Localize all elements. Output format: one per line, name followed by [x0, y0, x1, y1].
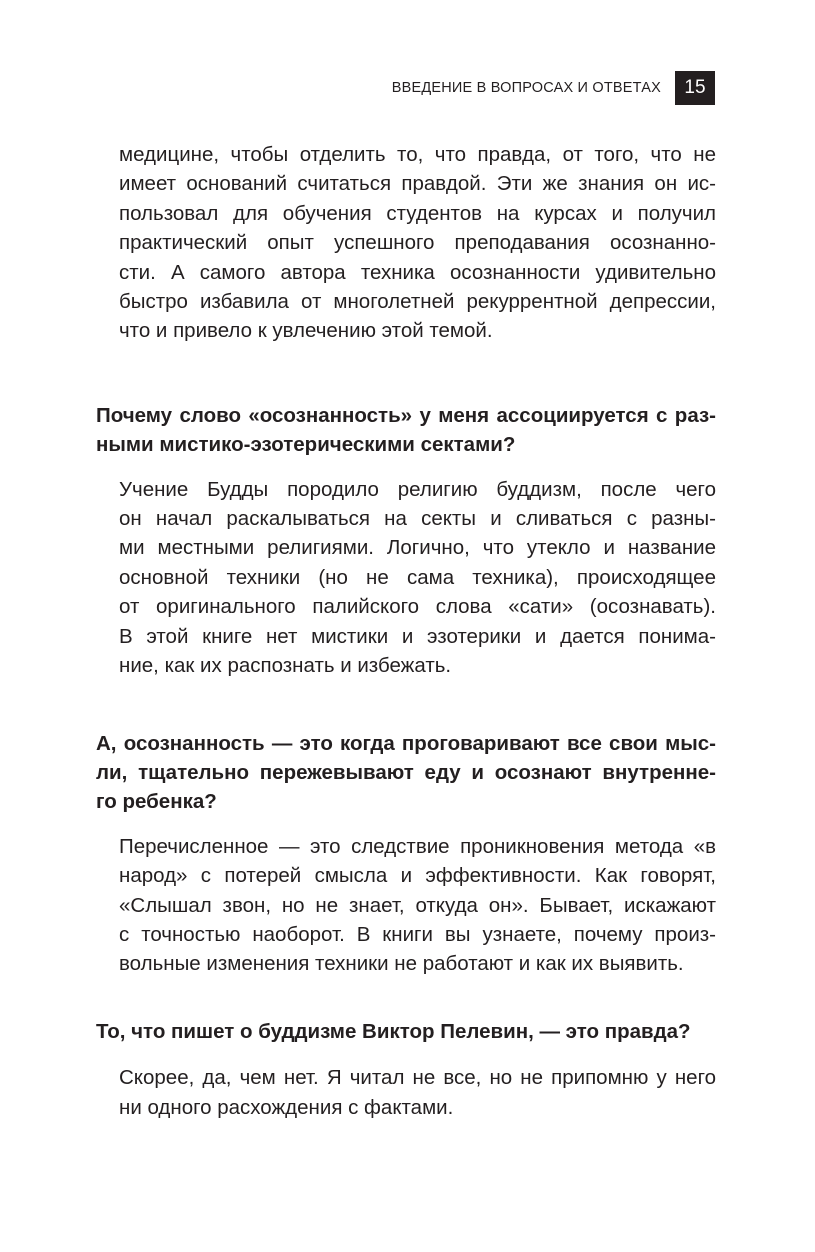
text-line: медицине, чтобы отделить то, что правда, от того, что не	[119, 143, 716, 166]
text-line: ми местными религиями. Логично, что утекло и название	[119, 536, 716, 560]
answer-paragraph	[96, 1063, 716, 1122]
answer-paragraph	[96, 475, 716, 681]
question-heading	[96, 1017, 716, 1046]
page-number: 15	[675, 71, 715, 105]
text-line: Скорее, да, чем нет. Я читал не все, но не припомню у него	[119, 1066, 716, 1090]
text-line: То, что пишет о буддизме Виктор Пелевин, — это правда?	[96, 1019, 691, 1043]
text-line: вольные изменения техники не работают и как их выявить.	[119, 952, 684, 976]
text-line: быстро избавила от многолетней рекуррентной депрессии,	[119, 290, 716, 314]
text-line: имеет оснований считаться правдой. Эти же знания он ис-	[119, 172, 716, 196]
text-line: от оригинального палийского слова «сати» (осознавать).	[119, 595, 716, 619]
text-line: пользовал для обучения студентов на курсах и получил	[119, 201, 716, 225]
text-line: Учение Будды породило религию буддизм, после чего	[119, 477, 716, 501]
text-line: «Слышал звон, но не знает, откуда он». Бывает, искажают	[119, 893, 716, 917]
running-title: ВВЕДЕНИЕ В ВОПРОСАХ И ОТВЕТАХ	[391, 80, 661, 96]
text-line: го ребенка?	[96, 790, 217, 814]
intro-paragraph	[96, 140, 716, 346]
text-line: ние, как их распознать и избежать.	[119, 654, 452, 678]
running-head	[392, 71, 715, 105]
text-line: ни одного расхождения с фактами.	[119, 1095, 454, 1119]
question-heading	[96, 729, 716, 817]
text-line: Почему слово «осознанность» у меня ассоциируется с раз-	[96, 403, 716, 427]
page-body	[96, 140, 716, 1122]
text-line: основной техники (но не сама техника), происходящее	[119, 565, 716, 589]
text-line: Перечисленное — это следствие проникновения метода «в	[119, 834, 716, 858]
text-line: сти. А самого автора техника осознанности удивительно	[119, 260, 716, 284]
text-line: А, осознанность — это когда проговаривают все свои мыс-	[96, 731, 716, 755]
answer-paragraph	[96, 832, 716, 979]
text-line: что и привело к увлечению этой темой.	[119, 319, 493, 343]
text-line: народ» с потерей смысла и эффективности. Как говорят,	[119, 864, 716, 888]
text-line: В этой книге нет мистики и эзотерики и дается понима-	[119, 624, 716, 648]
question-heading	[96, 401, 716, 460]
text-line: ными мистико-эзотерическими сектами?	[96, 433, 516, 457]
text-line: с точностью наоборот. В книги вы узнаете, почему произ-	[119, 922, 716, 946]
text-line: он начал раскалываться на секты и сливаться с разны-	[119, 507, 716, 531]
text-line: практический опыт успешного преподавания осознанно-	[119, 231, 716, 255]
text-line: ли, тщательно пережевывают еду и осознают внутренне-	[96, 760, 716, 784]
